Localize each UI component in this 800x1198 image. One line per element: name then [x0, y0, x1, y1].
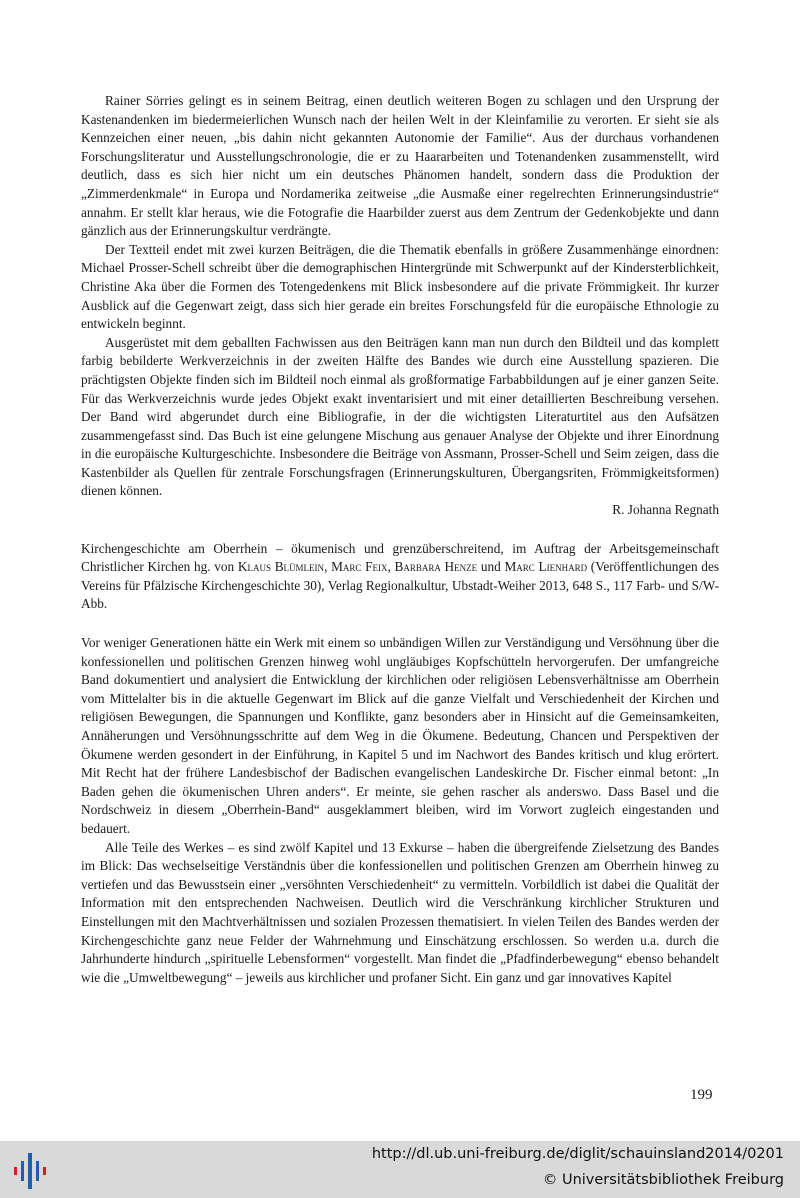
editor-name: Klaus Blümlein — [237, 559, 325, 575]
section-gap — [81, 520, 719, 540]
footer-copyright: © Universitätsbibliothek Freiburg — [542, 1172, 784, 1188]
page-number: 199 — [690, 1087, 713, 1103]
editor-name: Marc Feix — [331, 559, 388, 575]
footer-url-link[interactable]: http://dl.ub.uni-freiburg.de/diglit/schauinsland2014/0201 — [371, 1146, 784, 1162]
editor-name: Marc Lienhard — [504, 559, 588, 575]
editor-name: Barbara Henze — [394, 559, 478, 575]
ub-freiburg-logo-icon — [10, 1151, 50, 1191]
page-body — [81, 92, 719, 987]
author-signature: R. Johanna Regnath — [612, 502, 719, 518]
article-paragraph-1: Rainer Sörries gelingt es in seinem Beitrag, einen deutlich weiteren Bogen zu schlagen und den Ursprung der Kastenandenken im biedermeierlichen Wunsch nach der heilen Welt in der Kleinfamilie zu verorten. Er sieht sie als Kennzeichen einer neuen, „bis dahin nicht gekannten Autonomie der Familie“. Aus der durchaus vorhandenen Forschungsliteratur und Ausstellungschronologie, die er zu Haararbeiten und Totenandenken zusammenstellt, wird deutlich, dass es sich hier nicht um ein deutsches Phänomen handelt, sondern dass die Produktion der „Zimmerdenkmale“ in Europa und Nordamerika zeitweise „die Ausmaße einer regelrechten Erinnerungsindustrie“ annahm. Er stellt klar heraus, wie die Fotografie die Haarbilder zuerst aus dem Zentrum der Gedenkobjekte und dann gänzlich aus der Erinnerungskultur verdrängte. — [81, 93, 719, 239]
footer-bar — [0, 1141, 800, 1198]
article-paragraph-3: Ausgerüstet mit dem geballten Fachwissen aus den Beiträgen kann man nun durch den Bildteil und das komplett farbig bebilderte Werkverzeichnis in der zweiten Hälfte des Bandes wie durch eine Ausstellung spazieren. Die prächtigsten Objekte finden sich im Bildteil noch einmal als großformatige Farbabbildungen auf je einer ganzen Seite. Für das Werkverzeichnis wurde jedes Objekt exakt inventarisiert und mit einer detaillierten Beschreibung versehen. Der Band wird abgerundet durch eine Bibliografie, in der die wichtigsten Literaturtitel aus den Aufsätzen zusammengefasst sind. Das Buch ist eine gelungene Mischung aus genauer Analyse der Objekte und ihrer Einordnung in die europäische Kulturgeschichte. Insbesondere die Beiträge von Assmann, Prosser-Schell und Seim zeigen, dass die Kastenbilder als Quellen für zentrale Forschungsfragen (Erinnerungskulturen, Übergangsriten, Frömmigkeitsformen) dienen können. — [81, 334, 719, 499]
review-bibliography: Kirchengeschichte am Oberrhein – ökumenisch und grenzüberschreitend, im Auftrag der Arbeitsgemeinschaft Christlicher Kirchen hg. von Klaus Blümlein, Marc Feix, Barbara Henze und Marc Lienhard (Veröffentlichungen des Vereins für Pfälzische Kirchengeschichte 30), Verlag Regionalkultur, Ubstadt-Weiher 2013, 648 S., 117 Farb- und S/W-Abb. — [81, 540, 720, 612]
review-paragraph-1: Vor weniger Generationen hätte ein Werk mit einem so unbändigen Willen zur Verständigung und Versöhnung über die konfessionellen und politischen Grenzen hinweg wohl ungläubiges Kopfschütteln hervorgerufen. Der umfangreiche Band dokumentiert und analysiert die Entwicklung der kirchlichen oder religiösen Lebensverhältnisse am Oberrhein vom Mittelalter bis in die aktuelle Gegenwart im Blick auf die ganze Vielfalt und Verschiedenheit der Kirchen und religiösen Bewegungen, die Spannungen und Konflikte, ganz besonders aber in Hinsicht auf die Gemeinsamkeiten, Annäherungen und Versöhnungsschritte auf dem Weg in die Ökumene. Bedeutung, Chancen und Perspektiven der Ökumene werden gesondert in der Einführung, in Kapitel 5 und im Nachwort des Bandes kritisch und klug erörtert. Mit Recht hat der frühere Landesbischof der Badischen evangelischen Landeskirche Dr. Fischer einmal betont: „In Baden gehen die ökumenischen Uhren anders“. Er meinte, sie gehen rascher als anderswo. Dass Basel und die Nordschweiz in diesem „Oberrhein-Band“ ausgeklammert bleiben, wird im Vorwort zugleich eingestanden und bedauert. — [81, 635, 719, 836]
biblio-title: Kirchengeschichte am Oberrhein – ökumenisch und grenzüberschreitend, im Auftrag der Arbeitsgemeinschaft Christlicher Kirchen hg. von — [81, 540, 719, 575]
biblio-details: (Veröffentlichungen des Vereins für Pfälzische Kirchengeschichte 30), Verlag Regionalkultur, Ubstadt-Weiher 2013, 648 S., 117 Farb- und S/W-Abb. — [81, 559, 720, 612]
article-paragraph-2: Der Textteil endet mit zwei kurzen Beiträgen, die die Thematik ebenfalls in größere Zusammenhänge einordnen: Michael Prosser-Schell schreibt über die demographischen Hintergründe mit Schwerpunkt auf der Kindersterblichkeit, Christine Aka über die Formen des Totengedenkens mit Blick insbesondere auf die private Frömmigkeit. Ihr kurzer Ausblick auf die Gegenwart zeigt, dass sich hier gerade ein breites Forschungsfeld für die europäische Ethnologie zu entwickeln beginnt. — [81, 241, 719, 332]
section-gap — [81, 614, 719, 634]
review-paragraph-2: Alle Teile des Werkes – es sind zwölf Kapitel und 13 Exkurse – haben die übergreifende Zielsetzung des Bandes im Blick: Das wechselseitige Verständnis über die konfessionellen und politischen Grenzen am Oberrhein hinweg zu vertiefen und das Bewusstsein einer „versöhnten Verschiedenheit“ zu vermitteln. Vorbildlich ist dabei die Qualität der Information mit den entsprechenden Nachweisen. Deutlich wird die Verschränkung kirchlicher Strukturen und Einstellungen mit den Machtverhältnissen und sozialen Prozessen thematisiert. In vielen Teilen des Bandes werden der Kirchengeschichte ganz neue Felder der Wahrnehmung und Einschätzung erschlossen. So werden u.a. durch die Jahrhunderte hindurch „spirituelle Lebensformen“ vorgestellt. Man findet die „Pfadfinderbewegung“ ebenso behandelt wie die „Umweltbewegung“ – jeweils aus kirchlicher und profaner Sicht. Ein ganz und gar innovatives Kapitel — [81, 839, 719, 985]
